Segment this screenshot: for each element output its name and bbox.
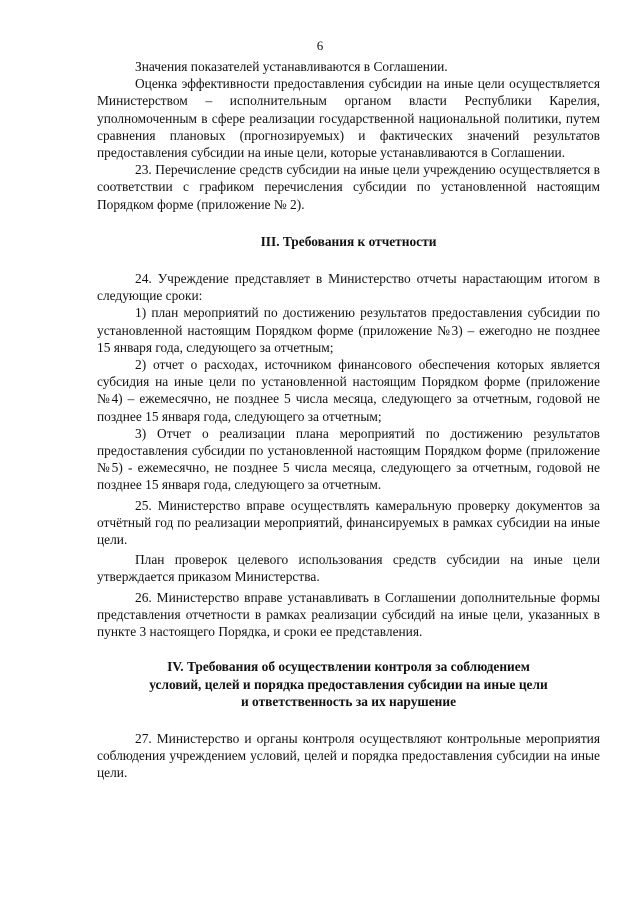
paragraph: 24. Учреждение представляет в Министерство отчеты нарастающим итогом в следующие сроки: [97, 271, 600, 304]
paragraph: Значения показателей устанавливаются в Соглашении. [135, 59, 448, 74]
paragraph: 23. Перечисление средств субсидии на иные цели учреждению осуществляется в соответствии с графиком перечисления субсидии по установленной настоящим Порядком форме (приложение № 2). [97, 162, 600, 212]
document-body [97, 58, 600, 782]
paragraph: 2) отчет о расходах, источником финансового обеспечения которых является субсидия на иные цели по установленной настоящим Порядком форме (приложение №4) – ежемесячно, не позднее 5 числа месяца, следующего за отчетным, годовой не позднее 15 января года, следующего за отчетным; [97, 357, 600, 424]
page-number: 6 [316, 38, 324, 53]
paragraph: 25. Министерство вправе осуществлять камеральную проверку документов за отчётный год по реализации мероприятий, финансируемых в рамках субсидии на иные цели. [97, 497, 600, 548]
heading-line: и ответственность за их нарушение [240, 693, 457, 709]
paragraph: 3) Отчет о реализации плана мероприятий по достижению результатов предоставления субсидии по установленной настоящим Порядком форме (приложение №5) - ежемесячно, не позднее 5 числа месяца, следующего за отчетным, годовой не позднее 15 января года, следующего за отчетным. [97, 425, 600, 493]
paragraph: 26. Министерство вправе устанавливать в Соглашении дополнительные формы представления отчетности в рамках реализации субсидий на иные цели, указанных в пункте 3 настоящего Порядка, и сроки ее представления. [97, 589, 600, 640]
paragraph: План проверок целевого использования средств субсидии на иные цели утверждается приказом Министерства. [97, 552, 600, 585]
heading-line: условий, целей и порядка предоставления субсидии на иные цели [149, 676, 548, 692]
paragraph: Оценка эффективности предоставления субсидии на иные цели осуществляется Министерством – исполнительным органом власти Республики Карелия, уполномоченным в сфере реализации государственной национальной политики, путем сравнения плановых (прогнозируемых) и фактических значений результатов предоставления субсидии на иные цели, которые устанавливаются в Соглашении. [97, 76, 600, 161]
section-heading-iii: III. Требования к отчетности [260, 233, 437, 249]
heading-line: IV. Требования об осуществлении контроля за соблюдением [167, 659, 530, 675]
paragraph: 1) план мероприятий по достижению результатов предоставления субсидии по установленной настоящим Порядком форме (приложение №3) – ежегодно не позднее 15 января года, следующего за отчетным; [97, 305, 600, 355]
paragraph: 27. Министерство и органы контроля осуществляют контрольные мероприятия соблюдения учреждением условий, целей и порядка предоставления субсидии на иные цели. [97, 730, 600, 781]
section-heading-iv [97, 658, 600, 710]
